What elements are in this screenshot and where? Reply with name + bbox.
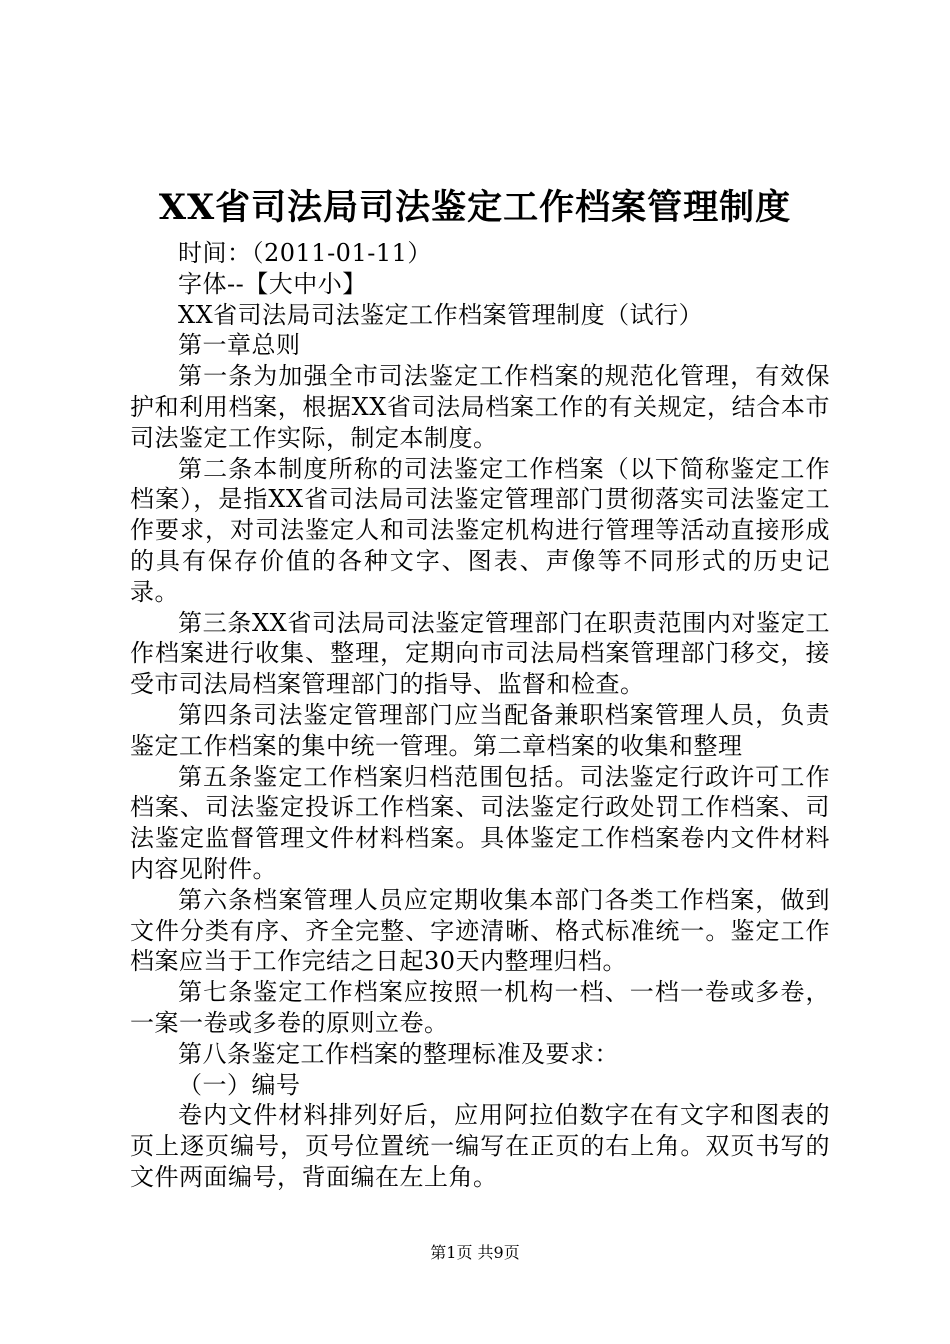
paragraph-time: 时间：（2011-01-11） <box>178 239 432 267</box>
document-title: XX省司法局司法鉴定工作档案管理制度 <box>158 187 792 228</box>
document-body <box>130 238 830 1193</box>
paragraph-chapter-1: 第一章总则 <box>178 331 301 360</box>
paragraph-article-4: 第四条司法鉴定管理部门应当配备兼职档案管理人员，负责鉴定工作档案的集中统一管理。第二章档案的收集和整理 <box>130 700 830 760</box>
paragraph-article-2: 第二条本制度所称的司法鉴定工作档案（以下简称鉴定工作档案），是指XX省司法局司法鉴定管理部门贯彻落实司法鉴定工作要求，对司法鉴定人和司法鉴定机构进行管理等活动直接形成的具有保存价值的各种文字、图表、声像等不同形式的历史记录。 <box>130 454 830 606</box>
page-footer: 第1页 共9页 <box>430 1243 520 1262</box>
paragraph-font-size: 字体--【大中小】 <box>178 269 367 298</box>
paragraph-article-5: 第五条鉴定工作档案归档范围包括。司法鉴定行政许可工作档案、司法鉴定投诉工作档案、司法鉴定行政处罚工作档案、司法鉴定监督管理文件材料档案。具体鉴定工作档案卷内文件材料内容见附件。 <box>130 762 830 883</box>
paragraph-article-8: 第八条鉴定工作档案的整理标准及要求： <box>178 1039 619 1068</box>
paragraph-numbering-detail: 卷内文件材料排列好后，应用阿拉伯数字在有文字和图表的页上逐页编号，页号位置统一编写在正页的右上角。双页书写的文件两面编号，背面编在左上角。 <box>130 1101 830 1191</box>
paragraph-article-3: 第三条XX省司法局司法鉴定管理部门在职责范围内对鉴定工作档案进行收集、整理，定期向市司法局档案管理部门移交，接受市司法局档案管理部门的指导、监督和检查。 <box>130 608 830 699</box>
paragraph-subtitle: XX省司法局司法鉴定工作档案管理制度（试行） <box>178 300 704 329</box>
paragraph-article-7: 第七条鉴定工作档案应按照一机构一档、一档一卷或多卷，一案一卷或多卷的原则立卷。 <box>130 978 830 1037</box>
paragraph-item-numbering: （一）编号 <box>178 1070 301 1099</box>
paragraph-article-6: 第六条档案管理人员应定期收集本部门各类工作档案，做到文件分类有序、齐全完整、字迹清晰、格式标准统一。鉴定工作档案应当于工作完结之日起30天内整理归档。 <box>130 885 830 976</box>
paragraph-article-1: 第一条为加强全市司法鉴定工作档案的规范化管理，有效保护和利用档案，根据XX省司法局档案工作的有关规定，结合本市司法鉴定工作实际，制定本制度。 <box>130 362 830 452</box>
